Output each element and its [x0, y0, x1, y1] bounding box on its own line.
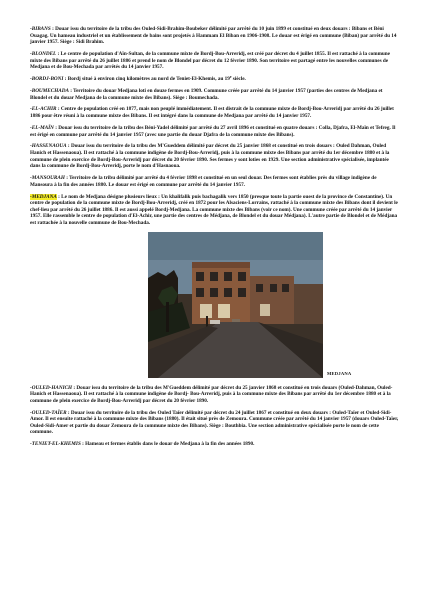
entry-heading: -EL-ACHIR: [30, 106, 57, 113]
entry-hassenaoua: [30, 143, 400, 169]
entry-body: : Hameau et fermes établis dans le douar de Medjana à la fin des années 1890.: [80, 441, 255, 448]
entry-heading: -BLONDEL: [30, 51, 57, 58]
entry-heading-highlighted: -MEDJANA: [30, 193, 57, 200]
superscript: e: [229, 75, 232, 80]
entry-heading: -TENIET-EL-KHEMIS: [30, 441, 81, 448]
street-photo-drawing: [148, 232, 323, 378]
entry-boumechada: [30, 88, 400, 101]
entry-blondel: [30, 51, 400, 71]
entry-heading: -BIBANS: [30, 26, 51, 32]
entry-el-main: [30, 125, 400, 138]
entry-body: : Le centre de population d'Aïn-Sultan, de la commune mixte de Bordj-Bou-Arreridj, est créé par décret du 4 juillet 1855. Il est rattaché à la commune mixte des Bibans par arrêté du 26 juillet 1886 et prend le nom de Blondel par décret du 12 février 1890. Son territoire est partagé entre les nouvelles communes de Medjana et de Bou-Mechada par arrêtés du 14 janvier 1957.: [30, 51, 390, 71]
entry-el-achir: [30, 106, 400, 119]
figure: [30, 232, 400, 378]
entry-body: : Le nom de Medjana désigne plusieurs lieux : Un khalifalik puis bachagalik vers 1850 (presque toute la partie ouest de la province de Constantine). Un centre de population de la commune mixte de Bordj-Bou-Arreridj, créé en 1872 pour les Alsaciens-Lorrains, rattaché à la commune mixte des Bibans dont il devient le chef-lieu par arrêté du 26 juillet 1886. Il est aussi appelé Bordj-Medjana. La commune mixte des Bibans (voir ce nom). Une commune créée par arrêté du 14 janvier 1957. Elle rassemble le centre de population d'El-Achir, une partie des centres de Médjana, de Blondel et du douar Médjana). L'autre partie de Blondel et de Médjana est rattachée à la nouvelle commune de Bou-Mechada.: [30, 193, 398, 226]
entry-heading: -MANSOURAH: [30, 175, 65, 182]
entry-bibans: [30, 26, 400, 46]
entry-mansourah: [30, 175, 400, 188]
entry-medjana: [30, 194, 400, 227]
entry-heading: -HASSENAOUA: [30, 143, 67, 150]
photo-caption: MEDJANA: [327, 370, 352, 376]
entry-ouled-hanich: [30, 385, 400, 405]
entry-body: : Douar issu du territoire de la tribu des Ouled-Sidi-Brahim-Boubeker délimité par arrêté du 10 juin 1899 et constitué en deux douars : Bibans et Béni Ouagag. Un hameau industriel et un établissement de bains sont projetés à Hammam El Biban en 1906-1908. Le douar est érigé en commune (Biban) par arrêté du 14 janvier 1957. Siège : Sidi Brahim.: [30, 26, 397, 46]
entry-heading: -OULED-TAÏER: [30, 409, 67, 416]
entry-bordj-boni: [30, 76, 400, 83]
entry-body: : Douar issu du territoire de la tribu des Ouled Taïer délimité par décret du 24 juillet 1867 et constitué en deux douars : Ouled-Taïer et Ouled-Sidi-Amor. Il est ensuite rattaché à la commune mixte des Bibans (1880). Il était situé près de Zemoura. Commune créée par arrêté du 14 janvier 1957 (douars Ouled-Taïer, Ouled-Sidi-Amer et partie du douar Zemoura de la commune mixte des Bibans). Siège : Bouthbia. Une section administrative spécialisée porte le nom de cette commune.: [30, 409, 399, 436]
entry-body: : Territoire du douar Medjana loti en douze fermes en 1909. Commune créée par arrêté du 14 janvier 1957 (parties des centres de Medjana et Blondel et du douar Medjana de la commune mixte des Bibans). Siège : Boumechada.: [30, 88, 383, 101]
entry-body: : Bordj situé à environ cinq kilomètres au nord de Teniet-El-Khemis, au 19: [63, 76, 230, 83]
entry-ouled-taier: [30, 410, 400, 436]
entry-body-end: siècle.: [231, 76, 246, 83]
entry-body: : Douar issu du territoire de la tribu des M'Gueddem délimité par décret du 25 janvier 1868 et constitué en trois douars (Ouled-Dahman, Ouled-Hanich et Hassenaoua). Il est rattaché à la commune indigène de Bordj- Bou-Arreridj, puis à la commune mixte des Bibans par arrêté du 1er décembre 1880 et à la commune de plein exercice de Bordj-Bou-Arreridj par décret du 20 février 1890.: [30, 384, 393, 404]
entry-body: : Territoire de la tribu délimité par arrêté du 4 février 1898 et constitué en un seul douar. Des fermes sont établies près du village indigène de Mansoura à la fin des années 1880. Le douar est érigé en commune par arrêté du 14 janvier 1957.: [30, 175, 377, 188]
entry-heading: -OULED-HANICH: [30, 384, 73, 391]
entry-heading: -BOUMECHADA: [30, 88, 69, 94]
street-photo: [148, 232, 323, 378]
entry-heading: -EL-MAÏN: [30, 124, 54, 131]
entry-heading: -BORDJ-BONI: [30, 76, 64, 83]
entry-body: : Douar issu du territoire de la tribu des M'Gueddem délimité par décret du 25 janvier 1868 et constitué en trois douars : Ouled Dahman, Ouled Hanich et Hassenaoua). Il est rattaché à la commune indigène de Bordj-Bou-Arreridj, puis à la commune mixte des Bibans par arrêté du 1er décembre 1880 et à la commune de plein exercice de Bordj-Bou-Arreridj par décret du 20 février 1890. Ses fermes y sont loties en 1929. Une section administrative spécialisée, implantée dans la commune de Bordj-Bou-Arreridj, porte le nom d'Hasnaoua.: [30, 143, 390, 170]
entry-body: : Douar issu du territoire de la tribu des Béni-Yadel délimité par arrêté du 27 avril 1896 et constitué en quatre douars : Colla, Djafra, El-Maïn et Tefreg. Il est érigé en commune par arrêté du 14 janvier 1957 (avec une partie du douar Djafra de la commune mixte des Bibans).: [30, 124, 396, 138]
entry-body: : Centre de population créé en 1877, mais non peuplé immédiatement. Il est distrait de la commune mixte de Bordj-Bou-Arreridj par arrêté du 26 juillet 1886 pour être réuni à la commune mixte des Bibans. Il est intégré dans la commune de Medjana par arrêté du 14 janvier 1957.: [30, 106, 394, 120]
entry-teniet-el-khemis: [30, 441, 400, 448]
